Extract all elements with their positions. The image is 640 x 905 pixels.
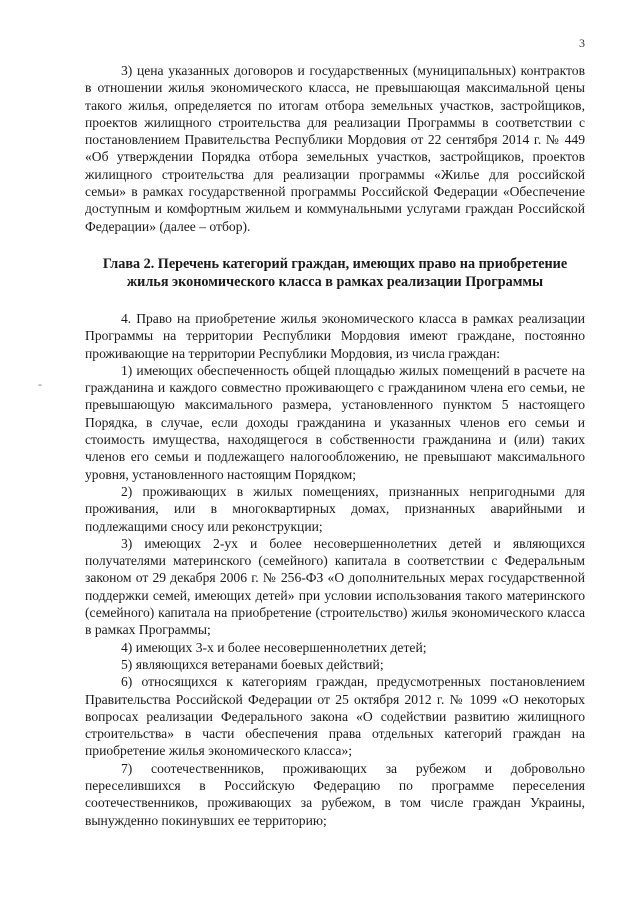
section-paragraph: 4. Право на приобретение жилья экономического класса в рамках реализации Программы на территории Республики Мордовия имеют граждане, постоянно проживающие на территории Республики Мордовия, из числа граждан: — [85, 310, 585, 361]
intro-paragraph: 3) цена указанных договоров и государственных (муниципальных) контрактов в отношении жилья экономического класса, не превышающая максимальной цены такого жилья, определяется по итогам отбора земельных участков, застройщиков, проектов жилищного строительства для реализации Программы в соответствии с постановлением Правительства Республики Мордовия от 22 сентября 2014 г. № 449 «Об утверждении Порядка отбора земельных участков, застройщиков, проектов жилищного строительства для реализации программы «Жилье для российской семьи» в рамках государственной программы Российской Федерации «Обеспечение доступным и комфортным жильем и коммунальными услугами граждан Российской Федерации» (далее – отбор). — [85, 63, 585, 234]
list-item: 6) относящихся к категориям граждан, предусмотренных постановлением Правительства Российской Федерации от 25 октября 2012 г. № 1099 «О некоторых вопросах реализации Федерального закона «О содействии развитию жилищного строительства» в части обеспечения права отдельных категорий граждан на приобретение жилья экономического класса»; — [85, 674, 585, 759]
document-body — [85, 62, 585, 829]
page-number: 3 — [579, 36, 585, 50]
list-item: 4) имеющих 3-х и более несовершеннолетних детей; — [121, 639, 427, 655]
chapter-heading: Глава 2. Перечень категорий граждан, имеющих право на приобретение жилья экономического класса в рамках реализации Программы — [102, 255, 568, 290]
list-item: 5) являющихся ветеранами боевых действий; — [121, 656, 384, 672]
list-item: 2) проживающих в жилых помещениях, признанных непригодными для проживания, или в многоквартирных домах, признанных аварийными и подлежащими сносу или реконструкции; — [85, 483, 585, 534]
list-item: 3) имеющих 2-ух и более несовершеннолетних детей и являющихся получателями материнского (семейного) капитала в соответствии с Федеральным законом от 29 декабря 2006 г. № 256-ФЗ «О дополнительных мерах государственной поддержки семей, имеющих детей» при условии использования такого материнского (семейного) капитала на приобретение (строительство) жилья экономического класса в рамках Программы; — [85, 535, 585, 638]
list-item: 1) имеющих обеспеченность общей площадью жилых помещений в расчете на гражданина и каждого совместно проживающего с гражданином члена его семьи, не превышающую максимального размера, установленного пунктом 5 настоящего Порядка, в случае, если доходы гражданина и указанных членов его семьи и стоимость имущества, находящегося в собственности гражданина и (или) таких членов его семьи и подлежащего налогообложению, не превышают максимального уровня, установленного настоящим Порядком; — [85, 362, 585, 482]
list-item: 7) соотечественников, проживающих за рубежом и добровольно переселившихся в Российскую Федерацию по программе переселения соотечественников, проживающих за рубежом, в том числе граждан Украины, вынужденно покинувших ее территорию; — [85, 760, 585, 828]
margin-mark: - — [38, 377, 42, 391]
